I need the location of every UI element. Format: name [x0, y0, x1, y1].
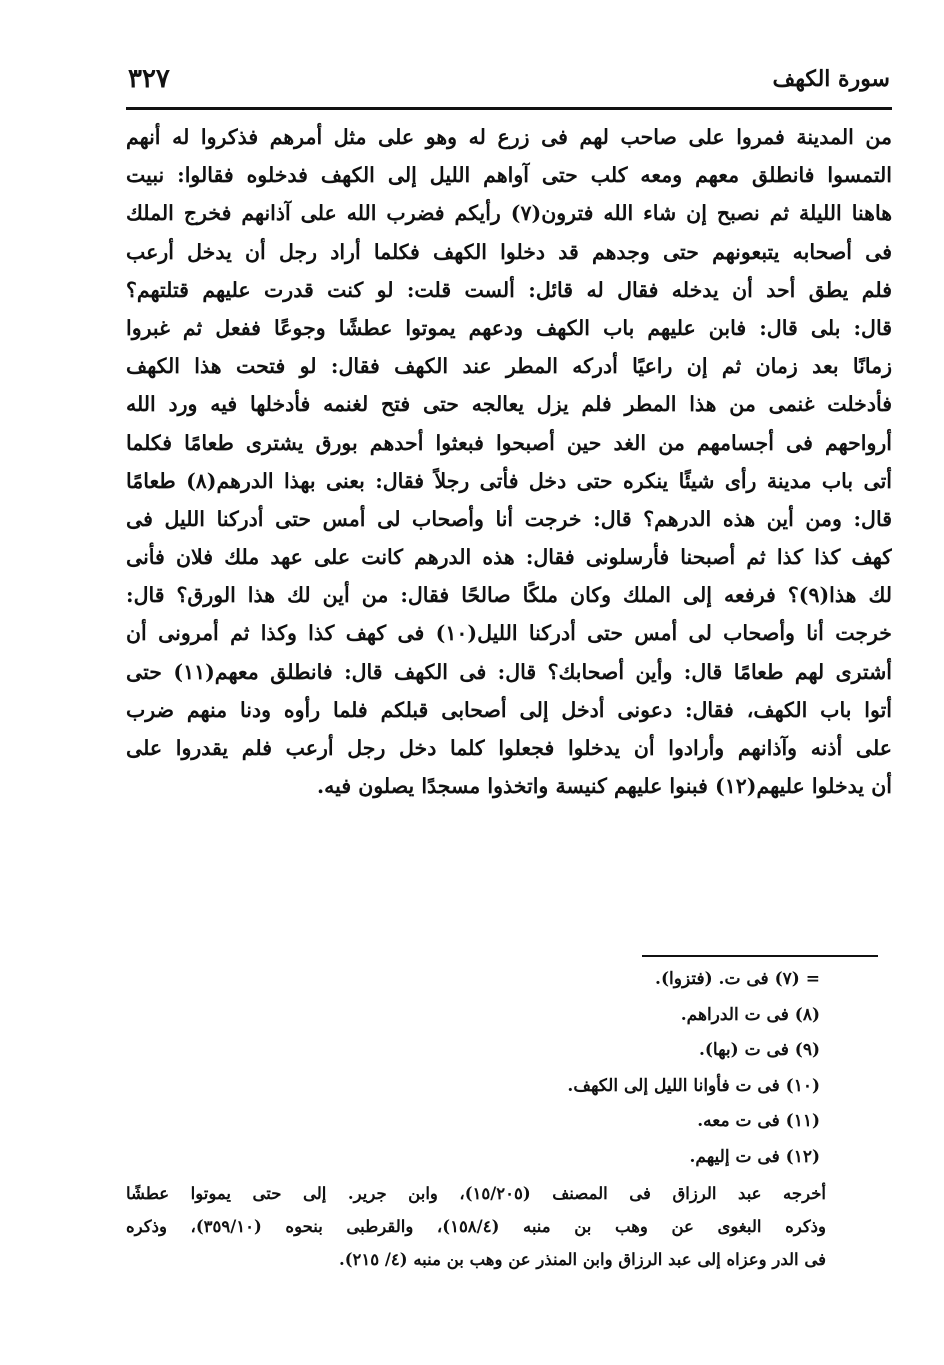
text-line: خرجت أنا وأصحاب لى أمس حتى أدركنا الليل(١٠) فى كهف كذا وكذا ثم أمرونى أن	[126, 621, 892, 646]
footnote: (١٠) فى ت فأوانا الليل إلى الكهف.	[567, 1075, 820, 1096]
text-line: من المدينة فمروا على صاحب لهم فى زرع له وهو على مثل أمرهم فذكروا له أنهم	[126, 125, 892, 149]
text-line: فأدخلت غنمى من هذا المطر فلم يزل يعالجه حتى فتح لغنمه فأدخلها فيه ورد الله	[126, 392, 892, 417]
footnote: (٩) فى ت (بها).	[698, 1040, 820, 1060]
text-line: قال: ومن أين هذه الدرهم؟ قال: خرجت أنا وأصحاب لى أمس حتى أدركنا الليل فى	[126, 506, 892, 531]
surah-title: سورة الكهف	[772, 66, 890, 92]
text-line: قال: بلى قال: فابن عليهم باب الكهف ودعهم يموتوا عطشًا وجوعًا ففعل ثم غبروا	[126, 315, 892, 340]
footnote-divider	[642, 955, 878, 957]
text-line: التمسوا فانطلق معهم ومعه كلب حتى آواهم الليل إلى الكهف فدخلوه فقالوا: نبيت	[126, 163, 892, 188]
text-line: هاهنا الليلة ثم نصبح إن شاء الله فترون(٧) رأيكم فضرب الله على آذانهم فخرج الملك	[126, 201, 892, 226]
main-text	[126, 118, 892, 805]
text-line: على أذنه وآذانهم وأرادوا أن يدخلوا فجعلوا كلما دخل رجل أرعب فلم يقدروا على	[126, 736, 892, 760]
text-line: أشترى لهم طعامًا قال: وأين أصحابك؟ قال: فى الكهف قال: فانطلق معهم(١١) حتى	[126, 659, 892, 684]
text-line: أتوا باب الكهف، فقال: دعونى أدخل إلى أصحابى قبلكم فلما رأوه ودنا منهم ضرب	[126, 697, 892, 722]
page-number: ٣٢٧	[128, 64, 170, 94]
text-line: أرواحهم فى أجسامهم من الغد حين أصبحوا فبعثوا أحدهم بورق يشترى طعامًا فكلما	[126, 430, 892, 455]
takhrij-note	[126, 1177, 826, 1276]
text-line: فى أصحابه يتبعونهم حتى وجدهم قد دخلوا الكهف فكلما أراد رجل أن يدخل أرعب	[126, 239, 892, 264]
text-line: أتى باب مدينة رأى شيئًا ينكره حتى دخل فأتى رجلاً فقال: بعنى بهذا الدرهم(٨) طعامًا	[126, 468, 892, 493]
text-line: كهف كذا كذا ثم أصبحنا فأرسلونى فقال: هذه الدرهم كانت على عهد ملك فلان فأنى	[126, 545, 892, 570]
text-line: زمانًا بعد زمان ثم إن راعيًا أدركه المطر عند الكهف فقال: لو فتحت هذا الكهف	[126, 354, 892, 379]
header-divider	[126, 107, 892, 110]
takhrij-line: وذكره البغوى عن وهب بن منبه (١٥٨/٤)، والقرطبى بنحوه (٣٥٩/١٠)، وذكره	[126, 1217, 826, 1236]
text-line: فلم يطق أحد أن يدخله فقال له قائل: ألست قلت: لو كنت قدرت عليهم قتلتهم؟	[126, 277, 892, 302]
text-line: لك هذا(٩)؟ فرفعه إلى الملك وكان ملكًا صالحًا فقال: من أين لك هذا الورق؟ قال:	[126, 583, 892, 608]
footnote: (٨) فى ت الدراهم.	[680, 1004, 820, 1025]
footnote: (١٢) فى ت إليهم.	[689, 1146, 820, 1167]
footnotes	[300, 962, 820, 1175]
footnote: = (٧) فى ت. (فتزوا).	[655, 969, 820, 989]
footnote: (١١) فى ت معه.	[697, 1111, 820, 1131]
page-header	[128, 64, 890, 100]
text-line: أن يدخلوا عليهم(١٢) فبنوا عليهم كنيسة واتخذوا مسجدًا يصلون فيه.	[317, 774, 892, 799]
takhrij-line: فى الدر وعزاه إلى عبد الرزاق وابن المنذر عن وهب بن منبه (٤/ ٢١٥).	[338, 1250, 826, 1269]
takhrij-line: أخرجه عبد الرزاق فى المصنف (١٥/٢٠٥)، وابن جرير. إلى حتى يموتوا عطشًا	[126, 1184, 826, 1203]
